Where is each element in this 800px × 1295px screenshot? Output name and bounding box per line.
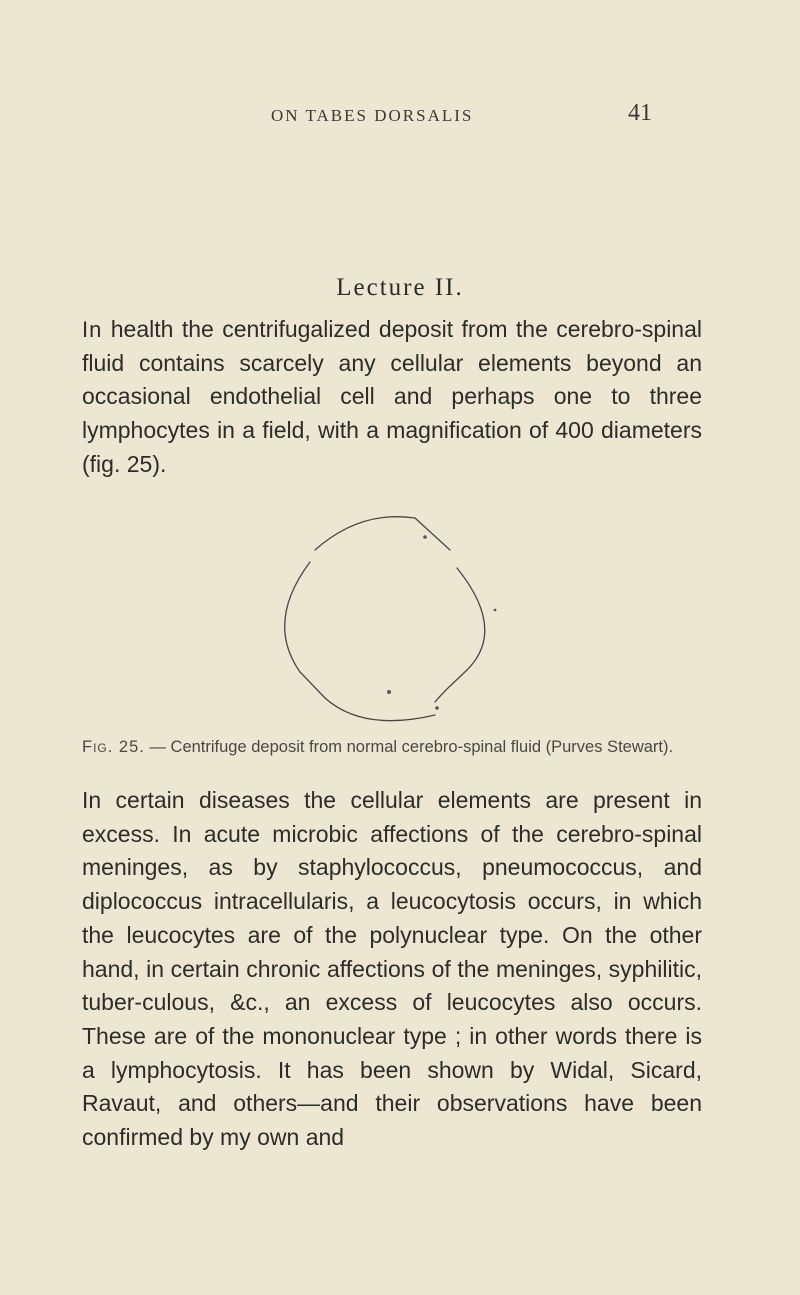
field-outline-left [285,562,325,698]
cell-dot [423,535,427,539]
paragraph-2: In certain diseases the cellular elements are present in excess. In acute microbic affections of the cerebro-spinal meninges, as by staphylococcus, pneumococcus, and diplococcus intracellularis, a leucocytosis occurs, in which the leucocytes are of the polynuclear type. On the other hand, in certain chronic affections of the meninges, syphilitic, tuber-culous, &c., an excess of leucocytes also occurs. These are of the mononuclear type ; in other words there is a lymphocytosis. It has been shown by Widal, Sicard, Ravaut, and others—and their observations have been confirmed by my own and [82,787,702,1151]
field-outline-bottom [325,698,435,721]
figure-caption-text: — Centrifuge deposit from normal cerebro-spinal fluid (Purves Stewart). [149,738,674,756]
figure-microscope-field [265,510,525,735]
page-number: 41 [628,100,652,126]
figure-caption [82,737,704,758]
paragraph-1 [82,313,702,482]
figure-label: Fig. 25. [82,738,145,756]
microscope-field-illustration [265,510,525,735]
cell-dot [435,706,439,710]
field-outline-top-right [415,518,450,550]
field-outline-right [435,568,485,702]
running-head: ON TABES DORSALIS [271,106,474,125]
cell-dot [494,609,497,612]
field-outline-top-left [315,517,415,550]
paragraph-1-dropcap: In [82,317,103,342]
paragraph-1-text: health the centrifugalized deposit from the cerebro-spinal fluid contains scarcely any cellular elements beyond an occasional endothelial cell and perhaps one to three lymphocytes in a field, with a magnification of 400 diameters (fig. 25). [82,316,702,477]
lecture-title: Lecture II. [336,274,464,301]
cell-dot [387,690,391,694]
